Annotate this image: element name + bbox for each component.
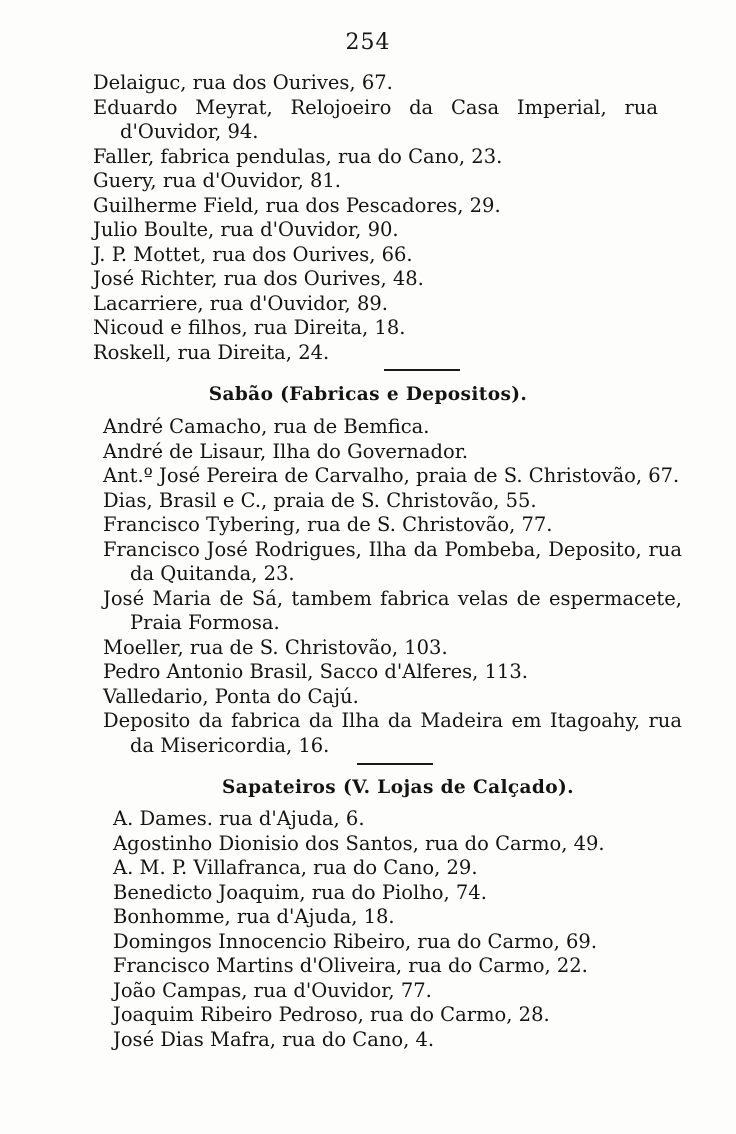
- page-number: 254: [345, 30, 391, 55]
- list-entry: José Richter, rua dos Ourives, 48.: [93, 267, 424, 290]
- section-divider: [357, 763, 433, 765]
- list-entry: Julio Boulte, rua d'Ouvidor, 90.: [93, 218, 399, 241]
- list-entry: J. P. Mottet, rua dos Ourives, 66.: [93, 242, 413, 266]
- list-entry: Pedro Antonio Brasil, Sacco d'Alferes, 113.: [103, 660, 529, 683]
- list-entry: Francisco José Rodrigues, Ilha da Pombeba, Deposito, rua da Quitanda, 23.: [103, 537, 682, 585]
- list-entry: Agostinho Dionisio dos Santos, rua do Carmo, 49.: [113, 831, 605, 855]
- list-entry: Deposito da fabrica da Ilha da Madeira em Itagoahy, rua da Misericordia, 16.: [103, 709, 682, 757]
- list-entry: Francisco Martins d'Oliveira, rua do Carmo, 22.: [113, 954, 588, 977]
- sapateiros-entry-list: [113, 807, 683, 1052]
- section-title-sabao: Sabão (Fabricas e Depositos).: [208, 384, 528, 405]
- list-entry: José Maria de Sá, tambem fabrica velas de espermacete, Praia Formosa.: [103, 586, 682, 634]
- list-entry: Eduardo Meyrat, Relojoeiro da Casa Imperial, rua d'Ouvidor, 94.: [93, 95, 658, 143]
- list-entry: Dias, Brasil e C., praia de S. Christovão, 55.: [103, 488, 537, 512]
- list-entry: Benedicto Joaquim, rua do Piolho, 74.: [113, 880, 487, 904]
- list-entry: Roskell, rua Direita, 24.: [93, 340, 330, 364]
- list-entry: Valledario, Ponta do Cajú.: [103, 684, 359, 708]
- list-entry: A. M. P. Villafranca, rua do Cano, 29.: [113, 856, 478, 879]
- list-entry: João Campas, rua d'Ouvidor, 77.: [113, 978, 432, 1002]
- list-entry: Ant.º José Pereira de Carvalho, praia de S. Christovão, 67.: [103, 464, 680, 487]
- list-entry: Faller, fabrica pendulas, rua do Cano, 23.: [93, 144, 503, 168]
- list-entry: Domingos Innocencio Ribeiro, rua do Carmo, 69.: [113, 929, 598, 953]
- list-entry: André de Lisaur, Ilha do Governador.: [103, 439, 469, 463]
- list-entry: Moeller, rua de S. Christovão, 103.: [103, 635, 448, 659]
- list-entry: Nicoud e filhos, rua Direita, 18.: [93, 316, 406, 339]
- list-entry: André Camacho, rua de Bemfica.: [103, 415, 430, 438]
- list-entry: José Dias Mafra, rua do Cano, 4.: [113, 1027, 435, 1051]
- list-entry: Delaiguc, rua dos Ourives, 67.: [93, 71, 393, 94]
- section-divider: [384, 369, 460, 371]
- list-entry: Joaquim Ribeiro Pedroso, rua do Carmo, 28.: [113, 1003, 550, 1026]
- list-entry: Bonhomme, rua d'Ajuda, 18.: [113, 905, 395, 928]
- section-title-sapateiros: Sapateiros (V. Lojas de Calçado).: [222, 777, 574, 798]
- list-entry: Guilherme Field, rua dos Pescadores, 29.: [93, 193, 501, 217]
- list-entry: Lacarriere, rua d'Ouvidor, 89.: [93, 291, 388, 315]
- sabao-entry-list: [103, 415, 682, 758]
- list-entry: A. Dames. rua d'Ajuda, 6.: [113, 807, 365, 830]
- list-entry: Francisco Tybering, rua de S. Christovão, 77.: [103, 513, 553, 536]
- list-entry: Guery, rua d'Ouvidor, 81.: [93, 169, 341, 192]
- top-entry-list: [93, 71, 658, 365]
